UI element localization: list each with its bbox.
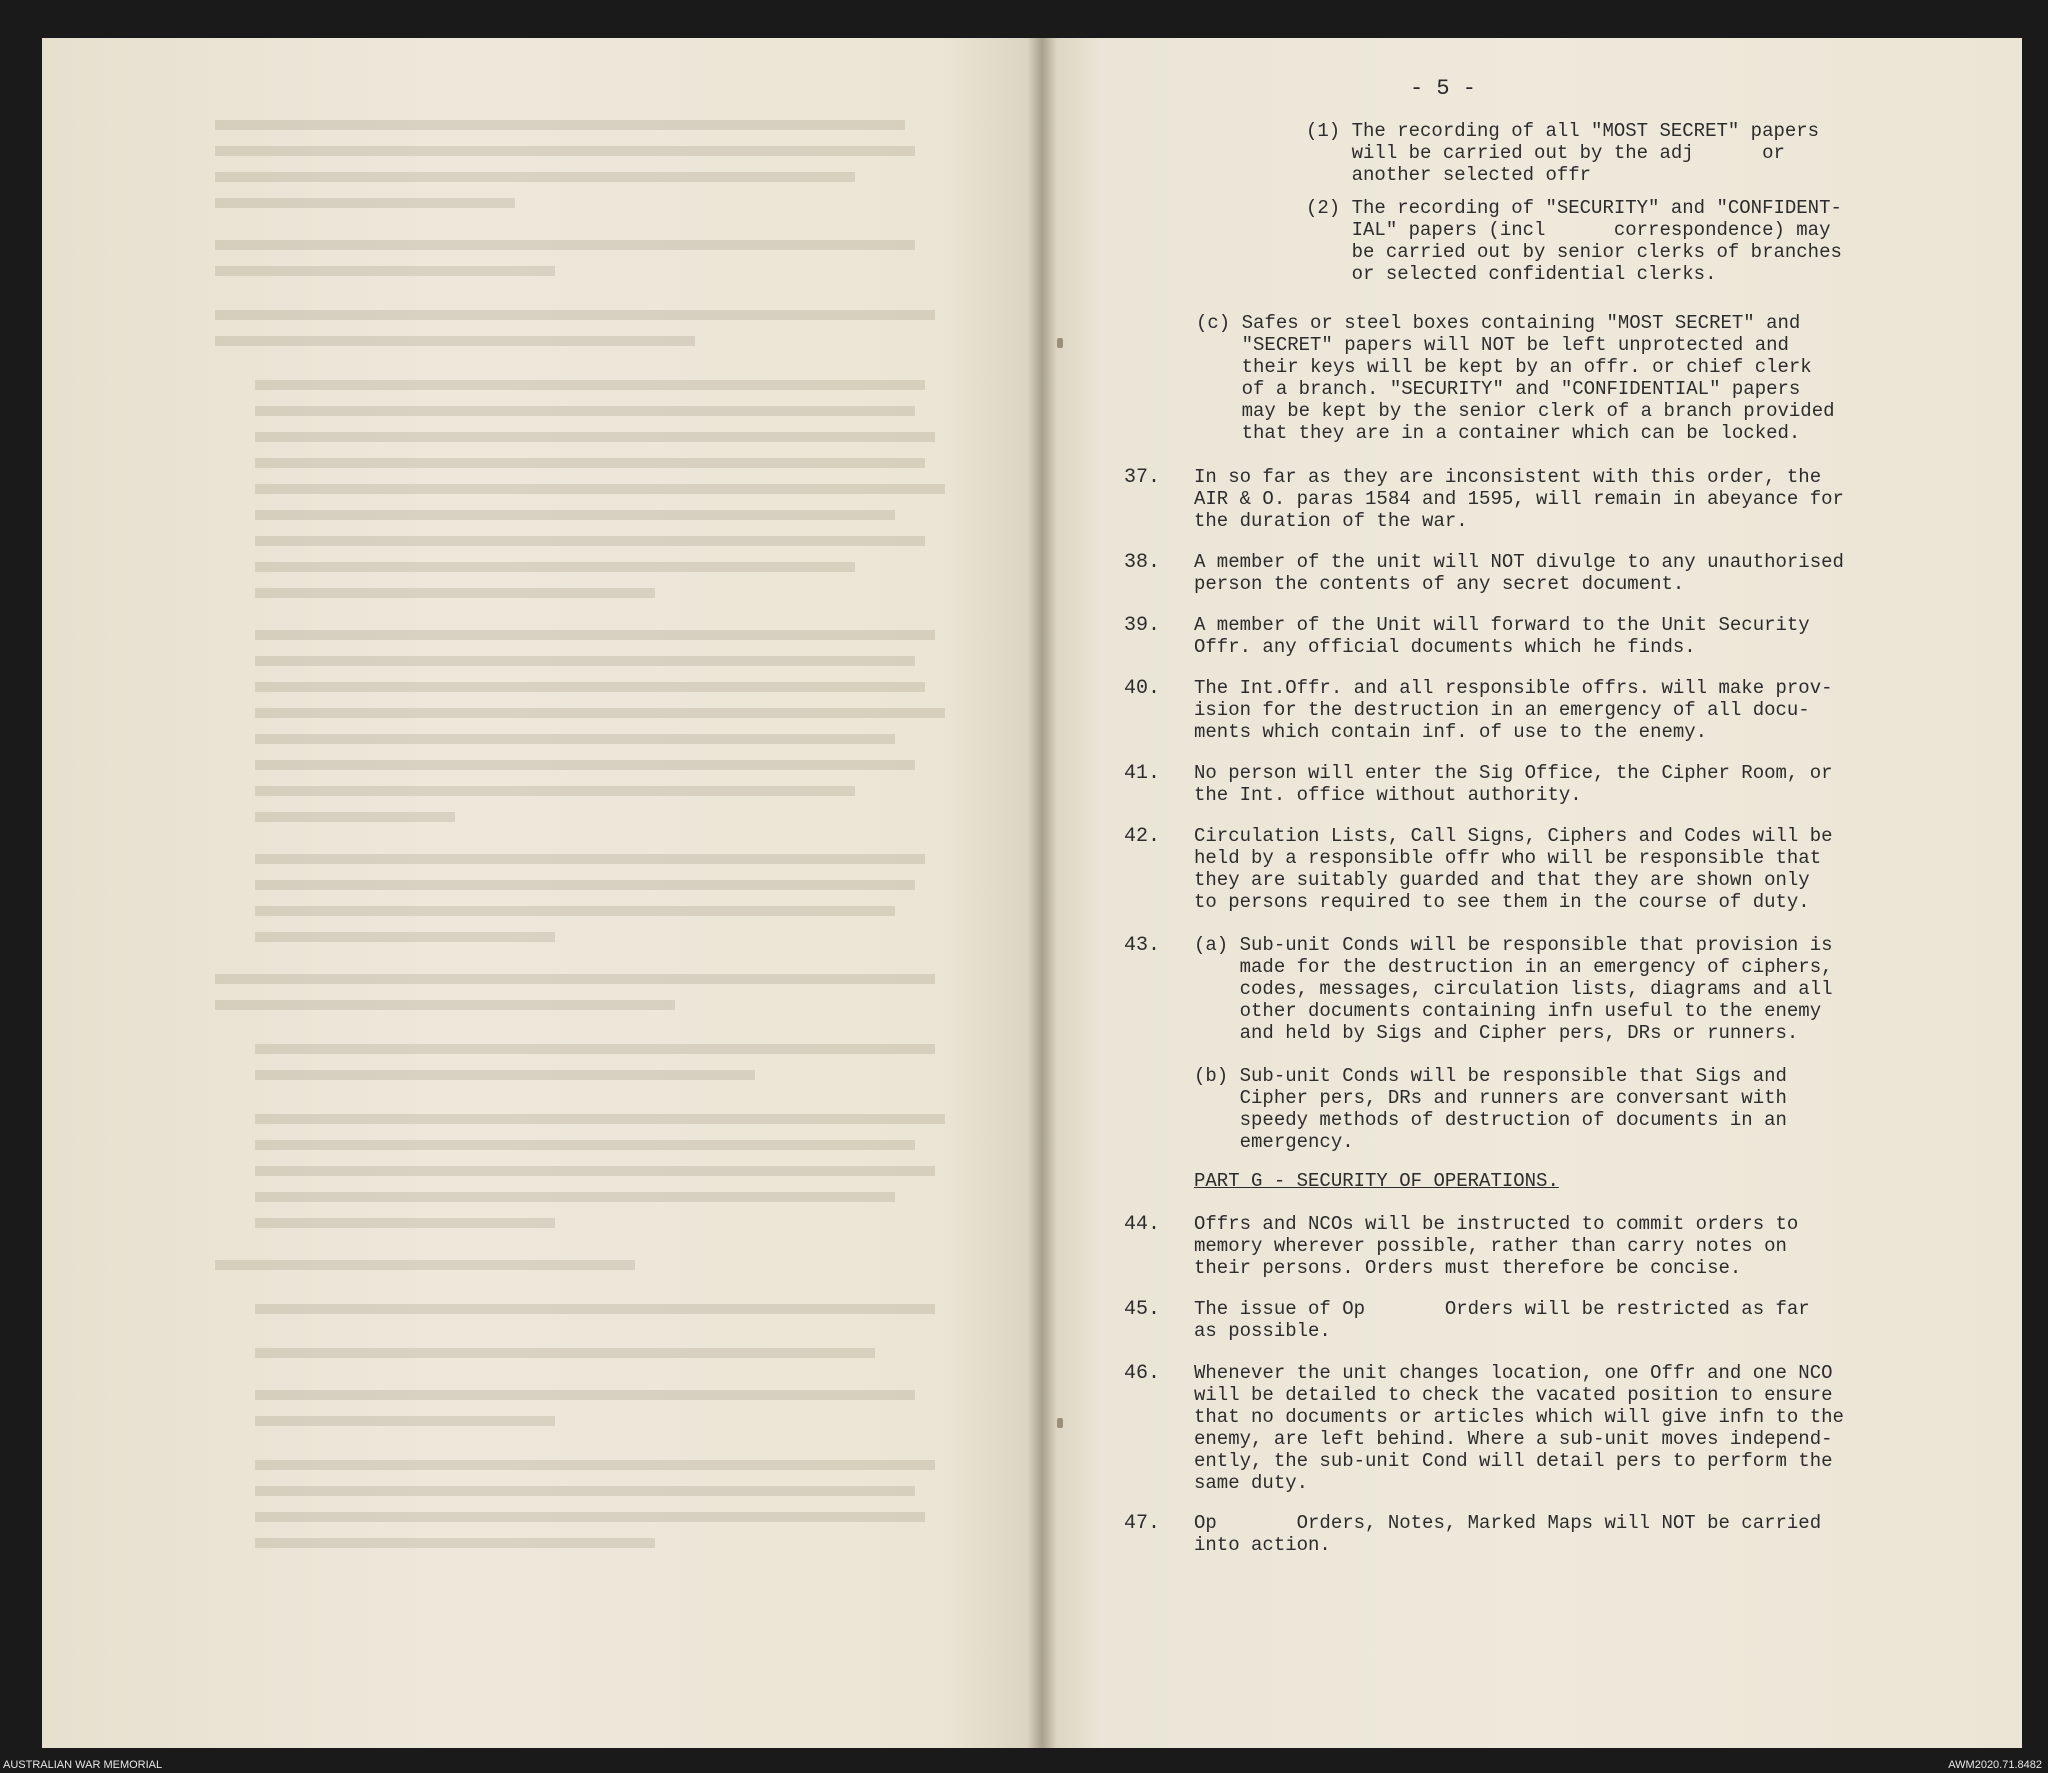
paragraph-46: Whenever the unit changes location, one Offr and one NCO will be detailed to check the vacated position to ensure that no documents or articles which will give infn to the enemy, are left behind. Where a sub-unit moves independ- ently, the sub-unit Cond will detail pers to perform the same duty.	[1194, 1362, 1844, 1494]
paragraph-43a: (a) Sub-unit Conds will be responsible that provision is made for the destruction in an emergency of ciphers, codes, messages, circulation lists, diagrams and all other documents containing infn useful to the enemy and held by Sigs and Cipher pers, DRs or runners.	[1194, 934, 1833, 1044]
staple-mark	[1057, 338, 1063, 348]
paragraph-38: A member of the unit will NOT divulge to any unauthorised person the contents of any secret document.	[1194, 551, 1844, 595]
paragraph-number: 43.	[1124, 934, 1161, 957]
paragraph-number: 38.	[1124, 551, 1161, 574]
book-gutter	[1027, 38, 1057, 1748]
paragraph-39: A member of the Unit will forward to the Unit Security Offr. any official documents which he finds.	[1194, 614, 1810, 658]
paragraph-number: 46.	[1124, 1362, 1161, 1385]
paragraph-41: No person will enter the Sig Office, the Cipher Room, or the Int. office without authority.	[1194, 762, 1833, 806]
page-number: - 5 -	[1410, 76, 1477, 101]
paragraph-number: 44.	[1124, 1213, 1161, 1236]
paragraph-number: 37.	[1124, 466, 1161, 489]
paragraph-number: 42.	[1124, 825, 1161, 848]
paragraph-42: Circulation Lists, Call Signs, Ciphers and Codes will be held by a responsible offr who will be responsible that they are suitably guarded and that they are shown only to persons required to see them in the course of duty.	[1194, 825, 1833, 913]
staple-mark	[1057, 1418, 1063, 1428]
paragraph-number: 41.	[1124, 762, 1161, 785]
paragraph-37: In so far as they are inconsistent with this order, the AIR & O. paras 1584 and 1595, will remain in abeyance for the duration of the war.	[1194, 466, 1844, 532]
paragraph-43b: (b) Sub-unit Conds will be responsible that Sigs and Cipher pers, DRs and runners are conversant with speedy methods of destruction of documents in an emergency.	[1194, 1065, 1787, 1153]
paragraph-47: Op Orders, Notes, Marked Maps will NOT be carried into action.	[1194, 1512, 1822, 1556]
sub-item-2: (2) The recording of "SECURITY" and "CONFIDENT- IAL" papers (incl correspondence) may be carried out by senior clerks of branches or selected confidential clerks.	[1306, 197, 1842, 285]
footer-accession-number: AWM2020.71.8482	[1948, 1759, 2042, 1771]
section-heading: PART G - SECURITY OF OPERATIONS.	[1194, 1170, 1559, 1192]
bleed-through-shadow	[175, 110, 955, 1610]
sub-item-c: (c) Safes or steel boxes containing "MOST SECRET" and "SECRET" papers will NOT be left unprotected and their keys will be kept by an offr. or chief clerk of a branch. "SECURITY" and "CONFIDENTIAL" papers may be kept by the senior clerk of a branch provided that they are in a container which can be locked.	[1196, 312, 1835, 444]
paragraph-40: The Int.Offr. and all responsible offrs. will make prov- ision for the destruction in an emergency of all docu- ments which contain inf. of use to the enemy.	[1194, 677, 1833, 743]
paragraph-number: 47.	[1124, 1512, 1161, 1535]
paragraph-45: The issue of Op Orders will be restricted as far as possible.	[1194, 1298, 1810, 1342]
paragraph-number: 39.	[1124, 614, 1161, 637]
footer-credit: AUSTRALIAN WAR MEMORIAL	[3, 1759, 163, 1771]
sub-item-1: (1) The recording of all "MOST SECRET" papers will be carried out by the adj or another selected offr	[1306, 120, 1820, 186]
paragraph-44: Offrs and NCOs will be instructed to commit orders to memory wherever possible, rather than carry notes on their persons. Orders must therefore be concise.	[1194, 1213, 1799, 1279]
paragraph-number: 40.	[1124, 677, 1161, 700]
paragraph-number: 45.	[1124, 1298, 1161, 1321]
